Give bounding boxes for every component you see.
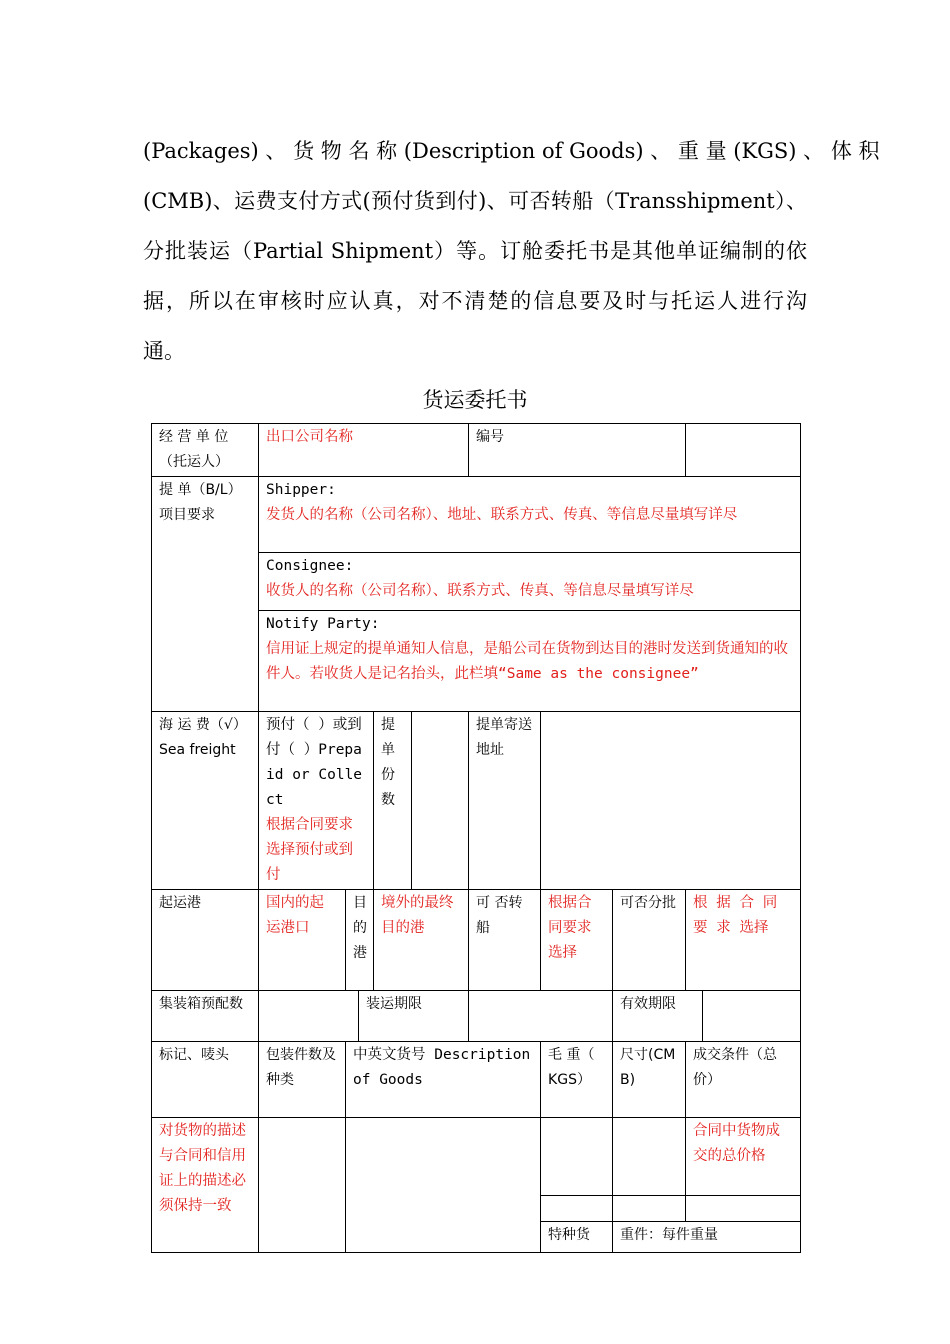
description-label: 中英文货号 Description of Goods — [346, 1042, 541, 1118]
bl-address-value[interactable] — [541, 712, 801, 890]
form-title: 货运委托书 — [422, 388, 528, 412]
sea-freight-option: 预付（ ）或到付（ ）Prepaid or Collect — [266, 717, 363, 808]
special-cargo-label: 特种货 — [541, 1222, 613, 1253]
marks-label: 标记、唛头 — [152, 1042, 259, 1118]
bl-requirements-label: 提 单（B/L）项目要求 — [152, 477, 259, 712]
terms-total[interactable] — [686, 1196, 801, 1222]
bl-address-label: 提单寄送地址 — [469, 712, 541, 890]
shipment-period-value[interactable] — [469, 991, 613, 1042]
terms-note[interactable]: 合同中货物成交的总价格 — [686, 1118, 801, 1196]
heavy-cargo-label: 重件：每件重量 — [613, 1222, 801, 1253]
port-of-loading-label: 起运港 — [152, 890, 259, 991]
sea-freight-note: 根据合同要求选择预付或到付 — [266, 817, 353, 883]
shipment-period-label: 装运期限 — [359, 991, 469, 1042]
paragraph-line: (CMB)、运费支付方式(预付货到付)、可否转船（Transshipment）、 — [143, 189, 807, 213]
bl-copies-label: 提单份数 — [374, 712, 412, 890]
shipper-note: 发货人的名称（公司名称）、地址、联系方式、传真、等信息尽量填写详尽 — [266, 507, 738, 523]
sea-freight-label: 海 运 费（√）Sea freight — [152, 712, 259, 890]
port-of-destination-value[interactable]: 境外的最终目的港 — [374, 890, 469, 991]
gross-weight-total[interactable] — [541, 1196, 613, 1222]
consignee-label: Consignee: — [266, 558, 354, 574]
consignee-note: 收货人的名称（公司名称）、联系方式、传真、等信息尽量填写详尽 — [266, 583, 694, 599]
transshipment-value[interactable]: 根据合同要求选择 — [541, 890, 613, 991]
port-of-loading-value[interactable]: 国内的起运港口 — [259, 890, 346, 991]
intro-paragraph — [143, 126, 880, 376]
measurement-value[interactable] — [613, 1118, 686, 1196]
gross-weight-label: 毛 重（ KGS） — [541, 1042, 613, 1118]
shipper-cell[interactable] — [259, 477, 801, 553]
port-of-destination-label: 目的港 — [346, 890, 374, 991]
paragraph-line: 分批装运（Partial Shipment）等。订舱委托书是其他单证编制的依 — [143, 239, 807, 263]
shipper-unit-value[interactable]: 出口公司名称 — [259, 424, 469, 477]
partial-shipment-label: 可否分批 — [613, 890, 686, 991]
validity-label: 有效期限 — [613, 991, 703, 1042]
sea-freight-cell[interactable] — [259, 712, 374, 890]
packages-label: 包装件数及种类 — [259, 1042, 346, 1118]
packages-value[interactable] — [259, 1118, 346, 1253]
paragraph-line: 通。 — [143, 339, 185, 363]
measurement-total[interactable] — [613, 1196, 686, 1222]
notify-party-label: Notify Party: — [266, 616, 380, 632]
notify-party-note: 信用证上规定的提单通知人信息，是船公司在货物到达目的港时发送到货通知的收件人。若收货人是记名抬头，此栏填“Same as the consignee” — [266, 641, 788, 682]
number-label: 编号 — [469, 424, 686, 477]
number-value[interactable] — [686, 424, 801, 477]
partial-shipment-value[interactable]: 根 据 合 同 要 求 选择 — [686, 890, 801, 991]
marks-note[interactable]: 对货物的描述与合同和信用证上的描述必须保持一致 — [152, 1118, 259, 1253]
description-value[interactable] — [346, 1118, 541, 1253]
bl-copies-value[interactable] — [412, 712, 469, 890]
consignee-cell[interactable] — [259, 553, 801, 611]
shipper-unit-label: 经 营 单 位（托运人） — [152, 424, 259, 477]
measurement-label: 尺寸(CMB) — [613, 1042, 686, 1118]
container-count-value[interactable] — [259, 991, 359, 1042]
notify-party-cell[interactable] — [259, 611, 801, 712]
validity-value[interactable] — [703, 991, 801, 1042]
freight-booking-form — [151, 423, 801, 1253]
gross-weight-value[interactable] — [541, 1118, 613, 1196]
paragraph-line: 据，所以在审核时应认真，对不清楚的信息要及时与托运人进行沟 — [143, 289, 807, 313]
shipper-label: Shipper: — [266, 482, 336, 498]
terms-label: 成交条件（总价） — [686, 1042, 801, 1118]
transshipment-label: 可 否转船 — [469, 890, 541, 991]
paragraph-line: (Packages) 、 货 物 名 称 (Description of Goods) 、 重 量 (KGS) 、 体 积 — [143, 139, 880, 163]
container-count-label: 集装箱预配数 — [152, 991, 259, 1042]
